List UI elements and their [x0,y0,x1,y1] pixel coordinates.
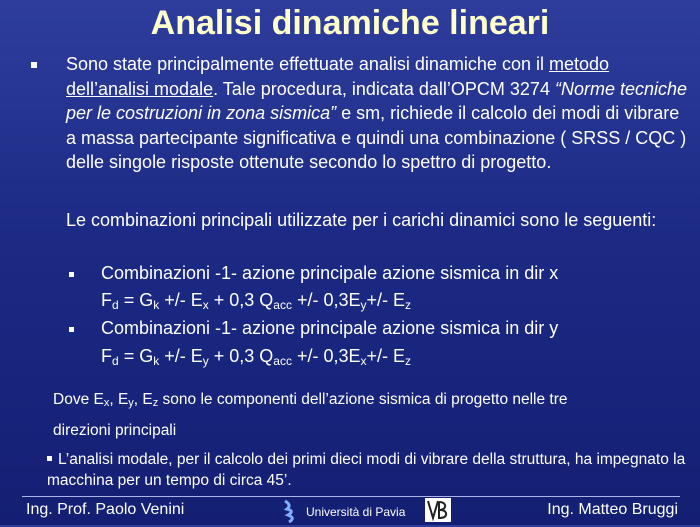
footer-author-right: Ing. Matteo Bruggi [547,501,678,518]
paragraph-components: Dove $E_x$, $E_y$, $E_z$ sono le componenti dell’azione sismica di progetto nelle tre [53,391,568,409]
university-logo-icon [283,499,301,523]
bullet-square-icon [69,272,74,277]
metodo-analisi-modale-link: metodo dell’analisi modale [66,54,610,99]
footer-divider [22,496,680,497]
bullet-square-icon [47,456,52,461]
vb-logo-icon [425,498,451,522]
combination-2-formula: $F_d = G_k$ +/- $E_y + 0,3$ $Q_{acc}$ +/- $0,3E_x+/-$ $E_z$ [101,346,412,368]
footer-author-left: Ing. Prof. Paolo Venini [26,501,185,518]
combination-1-label: Combinazioni -1- azione principale azione sismica in dir x [101,263,559,283]
combination-2-label: Combinazioni -1- azione principale azione sismica in dir y [101,318,559,338]
bullet-square-icon [69,327,74,332]
footer-university: Università di Pavia [306,505,406,519]
slide-title: Analisi dinamiche lineari [150,4,550,42]
paragraph-intro: Sono state principalmente effettuate analisi dinamiche con il metodo dell’analisi modale. Tale procedura, indicata dall’OPCM 3274 “Norme tecniche per le costruzioni in zona sismica” e sm, richiede il calcolo dei modi di vibrare a massa partecipante significativa e quindi una combinazione ( SRSS / CQC ) delle singole risposte ottenute secondo lo spettro di progetto. [66,54,687,172]
bullet-square-icon [31,62,37,68]
combination-1-formula: $F_d = G_k$ +/- $E_x + 0,3$ $Q_{acc}$ +/- $0,3E_y+/-$ $E_z$ [101,290,412,312]
paragraph-components-line2: direzioni principali [53,422,177,439]
paragraph-modal-analysis: L’analisi modale, per il calcolo dei primi dieci modi di vibrare della struttura, ha impegnato la macchina per un tempo di circa 45’. [47,451,686,489]
paragraph-combinations: Le combinazioni principali utilizzate per i carichi dinamici sono le seguenti: [66,210,657,230]
